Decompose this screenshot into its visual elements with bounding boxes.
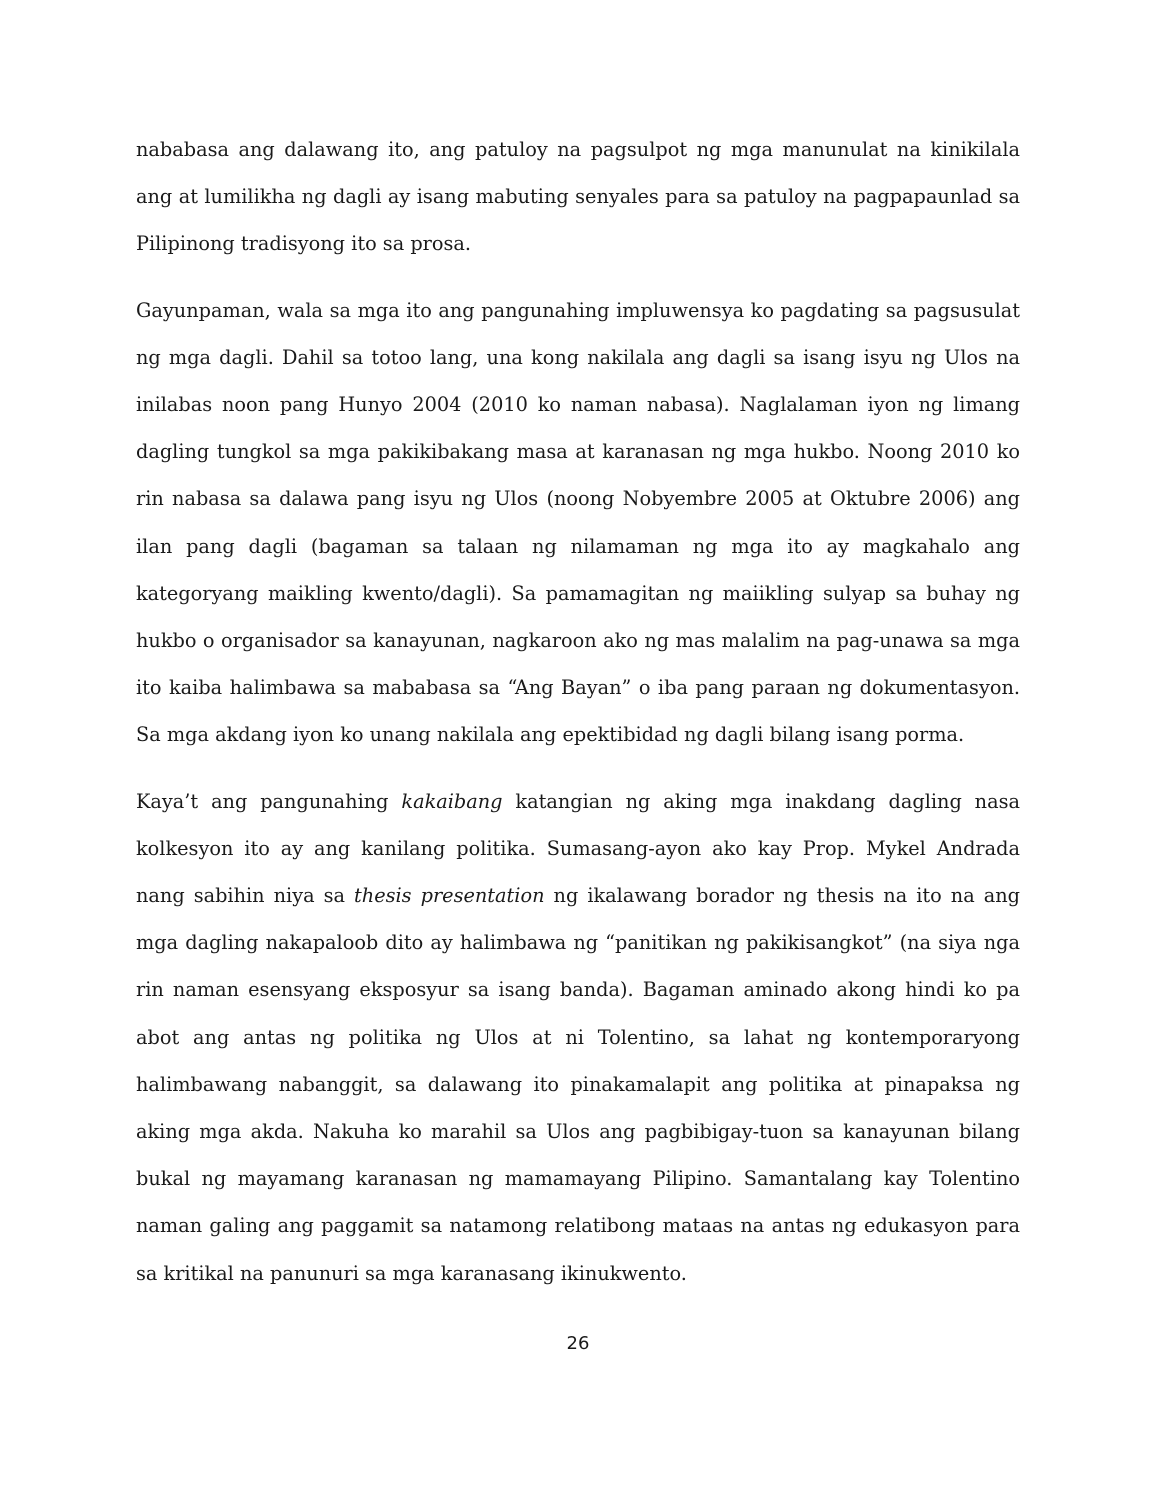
page-number: 26: [566, 1333, 590, 1354]
paragraph-3-text-c: ng ikalawang borador ng thesis na ito na ang mga dagling nakapaloob dito ay halimbawa ng “panitikan ng pakikisangkot” (na siya nga rin naman esensyang eksposyur sa isang banda). Bagaman aminado akong hindi ko pa abot ang antas ng politika ng Ulos at ni Tolentino, sa lahat ng kontemporaryong halimbawang nabanggit, sa dalawang ito pinakamalapit ang politika at pinapaksa ng aking mga akda. Nakuha ko marahil sa Ulos ang pagbibigay-tuon sa kanayunan bilang bukal ng mayamang karanasan ng mamamayang Pilipino. Samantalang kay Tolentino naman galing ang paggamit sa natamong relatibong mataas na antas ng edukasyon para sa kritikal na panunuri sa mga karanasang ikinukwento.: [136, 884, 1020, 1285]
paragraph-3: [136, 778, 1020, 1297]
paragraph-1: [136, 126, 1020, 268]
paragraph-2: [136, 287, 1020, 759]
body-text: [136, 126, 1020, 1316]
paragraph-3-text-a: Kaya’t ang pangunahing: [136, 789, 402, 813]
paragraph-3-italic-thesis-presentation: thesis presentation: [354, 884, 545, 908]
paragraph-1-text: nababasa ang dalawang ito, ang patuloy na pagsulpot ng mga manunulat na kinikilala ang at lumilikha ng dagli ay isang mabuting senyales para sa patuloy na pagpapaunlad sa Pilipinong tradisyong ito sa prosa.: [136, 138, 1020, 256]
paragraph-3-italic-kakaibang: kakaibang: [401, 789, 503, 813]
paragraph-2-text: Gayunpaman, wala sa mga ito ang pangunahing impluwensya ko pagdating sa pagsusulat ng mga dagli. Dahil sa totoo lang, una kong nakilala ang dagli sa isang isyu ng Ulos na inilabas noon pang Hunyo 2004 (2010 ko naman nabasa). Naglalaman iyon ng limang dagling tungkol sa mga pakikibakang masa at karanasan ng mga hukbo. Noong 2010 ko rin nabasa sa dalawa pang isyu ng Ulos (noong Nobyembre 2005 at Oktubre 2006) ang ilan pang dagli (bagaman sa talaan ng nilamaman ng mga ito ay magkahalo ang kategoryang maikling kwento/dagli). Sa pamamagitan ng maiikling sulyap sa buhay ng hukbo o organisador sa kanayunan, nagkaroon ako ng mas malalim na pag-unawa sa mga ito kaiba halimbawa sa mababasa sa “Ang Bayan” o iba pang paraan ng dokumentasyon. Sa mga akdang iyon ko unang nakilala ang epektibidad ng dagli bilang isang porma.: [136, 298, 1020, 747]
paragraph-3-text-b: katangian ng aking mga inakdang dagling nasa kolkesyon ito ay ang kanilang politika. Sumasang-ayon ako kay Prop. Mykel Andrada nang sabihin niya sa: [136, 789, 1020, 908]
